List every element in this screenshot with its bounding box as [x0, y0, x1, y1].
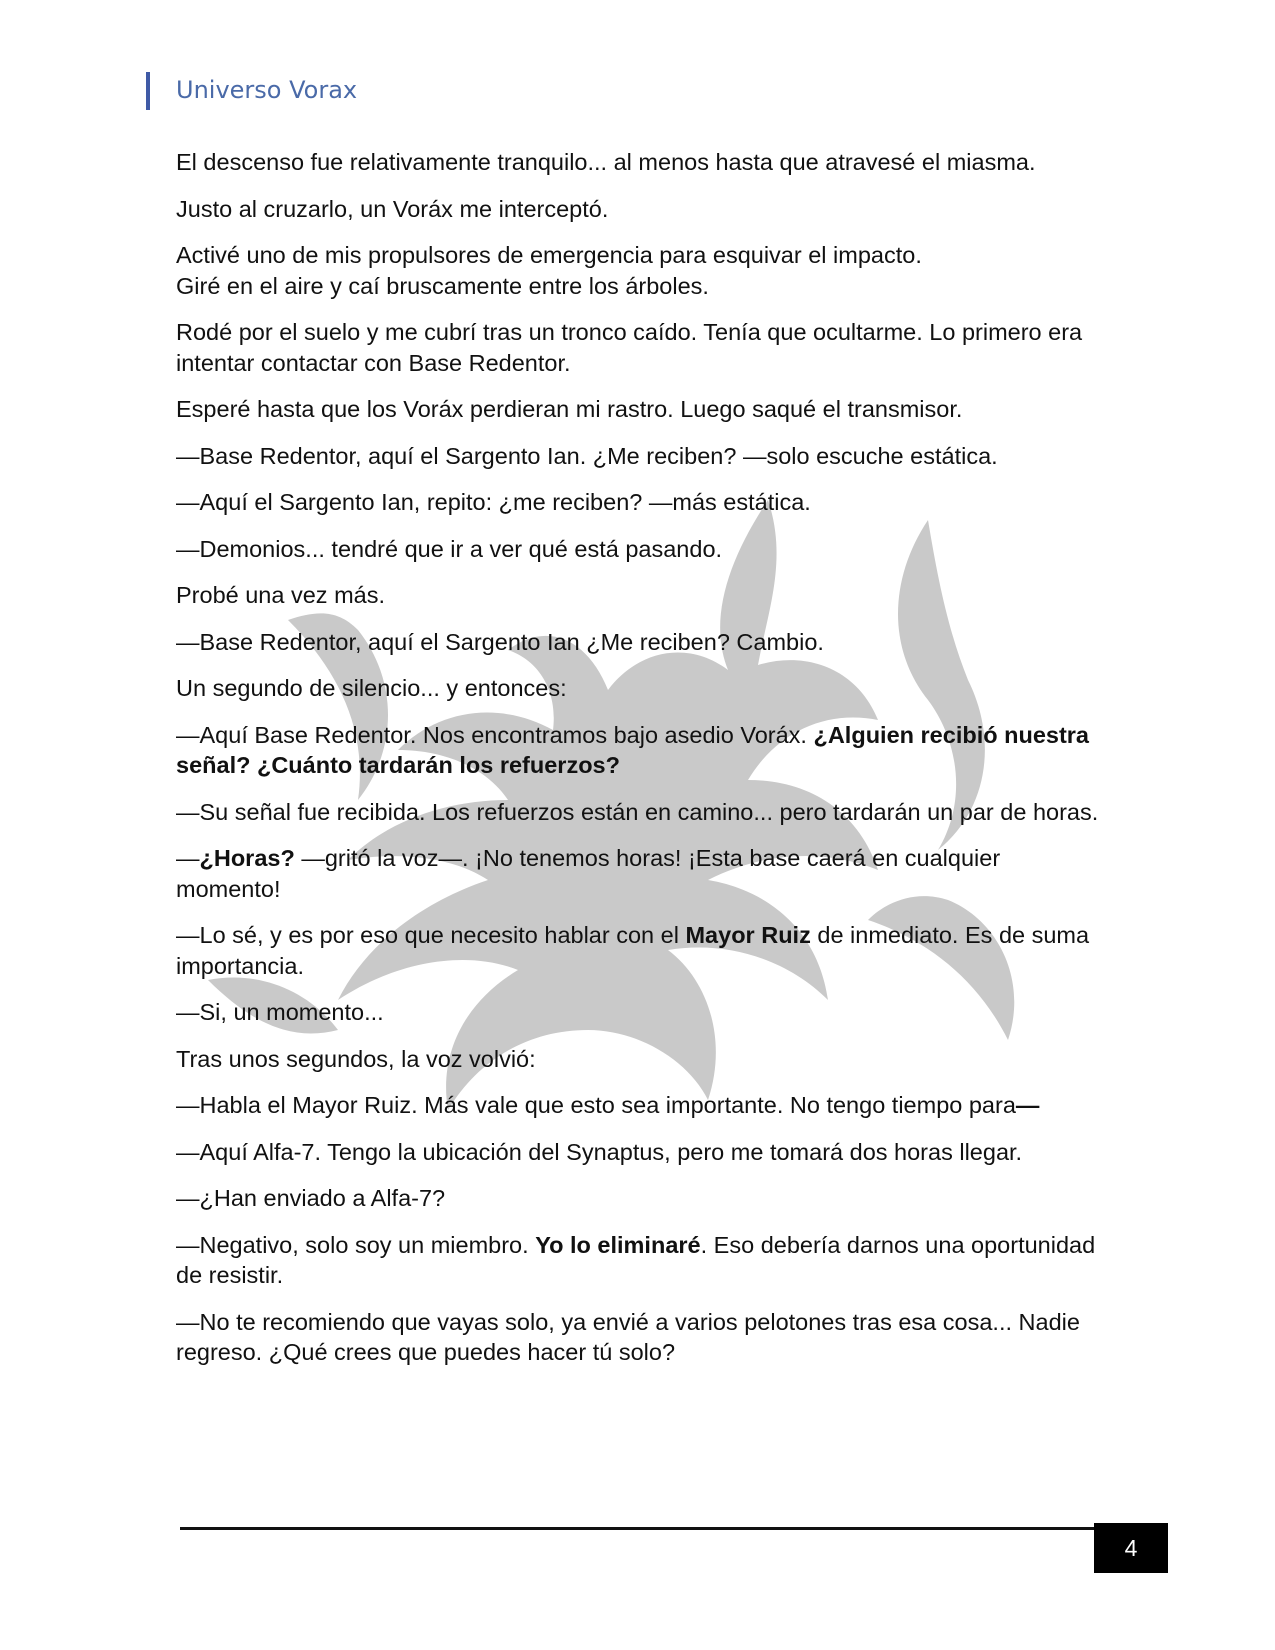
text-run: —Demonios... tendré que ir a ver qué está pasando.	[176, 535, 723, 562]
text-run: —	[176, 845, 200, 871]
paragraph	[176, 580, 1106, 611]
text-run: —gritó la voz—. ¡No tenemos horas! ¡Esta base caerá en cualquier momento!	[176, 845, 1001, 902]
paragraph	[176, 1307, 1106, 1368]
paragraph	[176, 673, 1106, 704]
paragraph	[176, 1137, 1106, 1168]
paragraph	[176, 534, 1106, 565]
text-run: —Negativo, solo soy un miembro.	[176, 1231, 536, 1258]
bold-text-run: ¿Alguien recibió nuestra señal? ¿Cuánto tardarán los refuerzos?	[176, 721, 1090, 778]
paragraph	[176, 1090, 1106, 1121]
text-run: Activé uno de mis propulsores de emergencia para esquivar el impacto. Giré en el aire y caí bruscamente entre los árboles.	[176, 242, 922, 299]
document-body	[176, 147, 1106, 1384]
text-run: —Si, un momento...	[176, 999, 384, 1025]
paragraph	[176, 627, 1106, 658]
paragraph	[176, 487, 1106, 518]
text-run: —Aquí el Sargento Ian, repito: ¿me reciben? —más estática.	[176, 489, 811, 515]
text-run: El descenso fue relativamente tranquilo... al menos hasta que atravesé el miasma.	[176, 149, 1036, 175]
text-run: —Aquí Alfa-7. Tengo la ubicación del Synaptus, pero me tomará dos horas llegar.	[176, 1138, 1023, 1165]
paragraph	[176, 720, 1106, 781]
text-run: —¿Han enviado a Alfa-7?	[176, 1185, 446, 1211]
paragraph	[176, 1183, 1106, 1214]
text-run: de inmediato. Es de suma importancia.	[176, 922, 1090, 979]
text-run: Rodé por el suelo y me cubrí tras un tronco caído. Tenía que ocultarme. Lo primero era intentar contactar con Base Redentor.	[176, 319, 1083, 376]
bold-text-run: ¿Horas?	[199, 845, 295, 871]
text-run: —Lo sé, y es por eso que necesito hablar con el	[176, 922, 686, 948]
text-run: . Eso debería darnos una oportunidad de resistir.	[176, 1231, 1096, 1288]
text-run: —Aquí Base Redentor. Nos encontramos bajo asedio Voráx.	[176, 721, 814, 748]
paragraph	[176, 441, 1106, 472]
text-run: Justo al cruzarlo, un Voráx me interceptó.	[176, 195, 609, 222]
bold-text-run: —	[1015, 1092, 1040, 1118]
text-run: —Su señal fue recibida. Los refuerzos están en camino... pero tardarán un par de horas.	[176, 798, 1099, 825]
text-run: Tras unos segundos, la voz volvió:	[176, 1045, 536, 1072]
paragraph	[176, 1044, 1106, 1075]
bold-text-run: Yo lo eliminaré	[535, 1231, 701, 1258]
paragraph	[176, 194, 1106, 225]
text-run: —Base Redentor, aquí el Sargento Ian ¿Me reciben? Cambio.	[176, 628, 824, 655]
paragraph	[176, 394, 1106, 425]
header-accent-bar	[146, 72, 150, 110]
text-run: —Habla el Mayor Ruiz. Más vale que esto sea importante. No tengo tiempo para	[176, 1092, 1016, 1118]
paragraph	[176, 240, 1106, 301]
paragraph	[176, 147, 1106, 178]
paragraph	[176, 797, 1106, 828]
text-run: Esperé hasta que los Voráx perdieran mi rastro. Luego saqué el transmisor.	[176, 396, 963, 422]
running-header-title: Universo Vorax	[176, 76, 358, 104]
bold-text-run: Mayor Ruiz	[685, 922, 811, 948]
paragraph	[176, 997, 1106, 1028]
paragraph	[176, 920, 1106, 981]
footer-rule	[180, 1527, 1094, 1530]
text-run: —No te recomiendo que vayas solo, ya envié a varios pelotones tras esa cosa... Nadie regreso. ¿Qué crees que puedes hacer tú solo?	[176, 1308, 1080, 1365]
text-run: —Base Redentor, aquí el Sargento Ian. ¿Me reciben? —solo escuche estática.	[176, 442, 998, 469]
page-number: 4	[1094, 1523, 1168, 1573]
text-run: Un segundo de silencio... y entonces:	[176, 675, 567, 701]
text-run: Probé una vez más.	[176, 582, 385, 608]
paragraph	[176, 1230, 1106, 1291]
paragraph	[176, 317, 1106, 378]
paragraph	[176, 843, 1106, 904]
